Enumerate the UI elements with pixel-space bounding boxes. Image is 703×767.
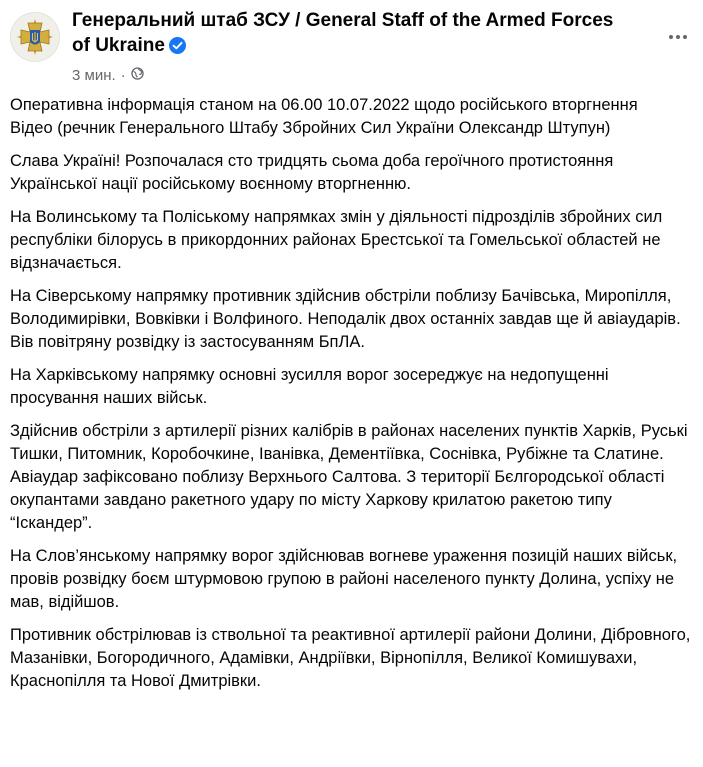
post-paragraph: [10, 150, 693, 196]
more-dot: [669, 35, 673, 39]
post-text-line: Слава Україні! Розпочалася сто тридцять сьома доба героїчного протистояння Української нації російському воєнному вторгненню.: [10, 152, 614, 193]
post-paragraph: [10, 94, 693, 140]
post-paragraph: [10, 206, 693, 275]
armed-forces-emblem-icon: [11, 13, 59, 61]
post-text-line: На Сіверському напрямку противник здійснив обстріли поблизу Бачівська, Миропілля, Володимирівки, Вовківки і Волфиного. Неподалік двох останніх завдав ще й авіаударів. Вів повітряну розвідку із застосуванням БпЛА.: [10, 287, 681, 351]
post-paragraph: [10, 420, 693, 535]
globe-icon[interactable]: [131, 67, 144, 85]
post-text-line: На Слов’янському напрямку ворог здійснював вогневе ураження позицій наших військ, провів розвідку боєм штурмовою групою в районі населеного пункту Долина, успіху не мав, відійшов.: [10, 547, 678, 611]
post-text-line: Оперативна інформація станом на 06.00 10.07.2022 щодо російського вторгнення: [10, 96, 638, 114]
post-paragraph: [10, 364, 693, 410]
author-name[interactable]: [72, 8, 632, 61]
post-header: [10, 8, 693, 88]
verified-badge-icon: [169, 36, 186, 61]
page-avatar[interactable]: [10, 12, 60, 62]
post-body: [10, 94, 693, 703]
post-paragraph: [10, 624, 693, 693]
meta-separator: ·: [120, 67, 126, 84]
post-text-line: Відео (речник Генерального Штабу Збройних Сил України Олександр Штупун): [10, 119, 611, 137]
post-meta: [72, 67, 632, 85]
post-text-line: Здійснив обстріли з артилерії різних калібрів в районах населених пунктів Харків, Руські Тишки, Питомник, Коробочкине, Іванівка, Дементіївка, Соснівка, Рубіжне та Слатине. Авіаудар зафіксовано поблизу Верхнього Салтова. З території Бєлгородської області окупантами завдано ракетного удару по місту Харкову крилатою ракетою типу “Іскандер”.: [10, 422, 688, 532]
more-options-icon[interactable]: [663, 22, 693, 52]
post-text-line: На Харківському напрямку основні зусилля ворог зосереджує на недопущенні просування наших військ.: [10, 366, 609, 407]
post-paragraph: [10, 545, 693, 614]
more-dot: [683, 35, 687, 39]
author-name-text[interactable]: Генеральний штаб ЗСУ / General Staff of the Armed Forces of Ukraine: [72, 10, 614, 56]
post-text-line: Противник обстрілював із ствольної та реактивної артилерії райони Долини, Дібровного, Мазанівки, Богородичного, Адамівки, Андріївки, Вірнопілля, Великої Комишувахи, Краснопілля та Нової Дмитрівки.: [10, 626, 691, 690]
post-paragraph: [10, 285, 693, 354]
post-text-line: На Волинському та Поліському напрямках змін у діяльності підрозділів збройних сил республіки білорусь в прикордонних районах Брестської та Гомельської областей не відзначається.: [10, 208, 663, 272]
author-block: [72, 8, 632, 85]
post-timestamp[interactable]: 3 мин.: [72, 67, 116, 84]
more-dot: [676, 35, 680, 39]
